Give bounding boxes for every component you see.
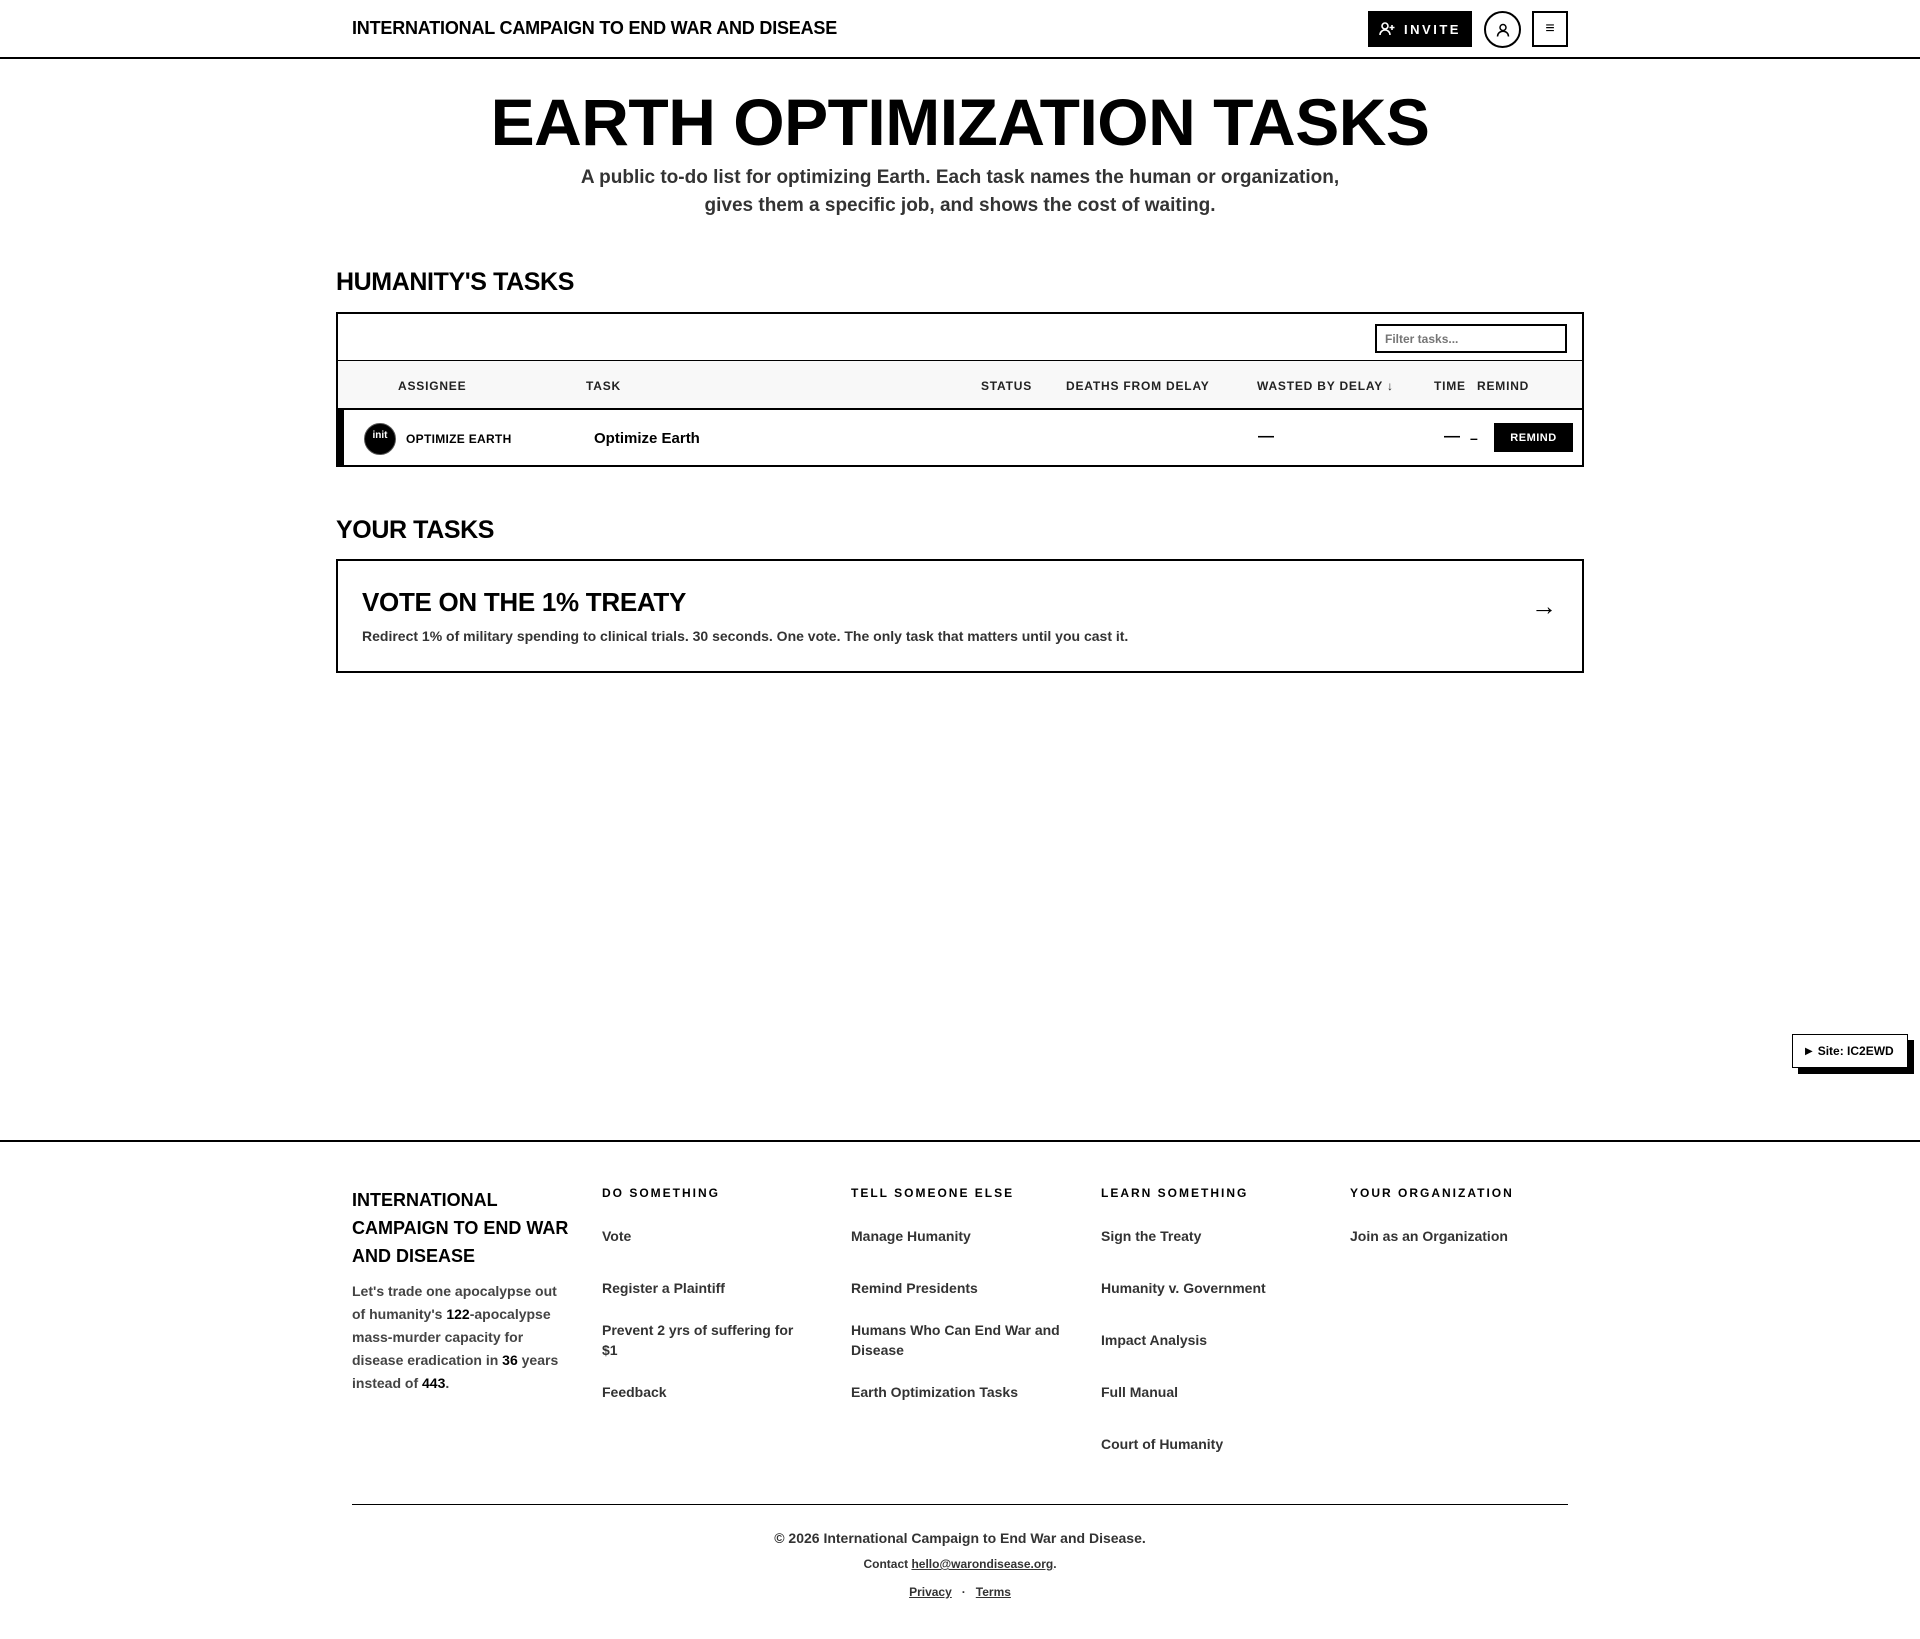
footer-column-title: YOUR ORGANIZATION xyxy=(1350,1186,1514,1200)
footer-link-manage-humanity[interactable]: Manage Humanity xyxy=(851,1228,971,1244)
vote-treaty-card[interactable] xyxy=(336,559,1584,673)
footer-terms-link[interactable]: Terms xyxy=(975,1585,1011,1599)
table-header xyxy=(338,361,1582,410)
footer-column-title: TELL SOMEONE ELSE xyxy=(851,1186,1015,1200)
footer-blurb-number-2: 36 xyxy=(502,1352,518,1368)
footer-link-vote[interactable]: Vote xyxy=(602,1228,632,1244)
page-subtitle xyxy=(560,164,1360,220)
footer-link-join-organization[interactable]: Join as an Organization xyxy=(1350,1228,1508,1244)
site-footer xyxy=(0,1140,1920,1639)
site-badge[interactable] xyxy=(1792,1034,1908,1068)
footer-contact-suffix: . xyxy=(1053,1557,1057,1571)
table-row[interactable] xyxy=(338,410,1582,465)
wasted-by-delay-value: — xyxy=(1258,428,1274,445)
column-time[interactable]: TIME xyxy=(1434,379,1466,393)
footer-blurb-text-2: -apocalypse mass-murder capacity for disease eradication in xyxy=(352,1306,551,1368)
footer-brand: INTERNATIONAL CAMPAIGN TO END WAR AND DISEASE xyxy=(352,1190,569,1266)
footer-blurb-text-4: . xyxy=(445,1375,450,1391)
footer-blurb-number-3: 443 xyxy=(422,1375,446,1391)
sort-down-icon: ↓ xyxy=(1386,379,1394,393)
filter-tasks-input[interactable] xyxy=(1375,324,1567,353)
footer-column-learn-something xyxy=(1101,1186,1321,1452)
task-name[interactable]: Optimize Earth xyxy=(594,430,700,447)
footer-copyright: © 2026 International Campaign to End War and Disease. xyxy=(774,1530,1146,1546)
footer-link-humanity-v-government[interactable]: Humanity v. Government xyxy=(1101,1280,1266,1296)
hamburger-menu-button[interactable] xyxy=(1532,11,1568,47)
footer-contact xyxy=(0,1557,1920,1571)
site-badge-label: Site: IC2EWD xyxy=(1817,1044,1894,1058)
footer-blurb-number-1: 122 xyxy=(446,1306,470,1322)
footer-divider xyxy=(352,1504,1568,1505)
column-assignee[interactable]: ASSIGNEE xyxy=(398,379,467,393)
assignee-name[interactable]: OPTIMIZE EARTH xyxy=(406,432,512,446)
footer-legal xyxy=(0,1585,1920,1599)
invite-button[interactable] xyxy=(1368,11,1472,47)
avatar xyxy=(364,423,396,455)
footer-contact-prefix: Contact xyxy=(863,1557,912,1571)
footer-link-sign-treaty[interactable]: Sign the Treaty xyxy=(1101,1228,1202,1244)
footer-link-feedback[interactable]: Feedback xyxy=(602,1384,667,1400)
footer-link-register-plaintiff[interactable]: Register a Plaintiff xyxy=(602,1280,725,1296)
account-button[interactable] xyxy=(1484,11,1521,48)
footer-link-full-manual[interactable]: Full Manual xyxy=(1101,1384,1178,1400)
column-wasted-by-delay[interactable] xyxy=(1257,379,1394,393)
footer-blurb-text-1: Let's trade one apocalypse out of humanity's xyxy=(352,1283,557,1322)
footer-blurb xyxy=(352,1280,562,1395)
footer-link-earth-optimization-tasks[interactable]: Earth Optimization Tasks xyxy=(851,1384,1018,1400)
footer-legal-separator: · xyxy=(961,1585,966,1599)
footer-column-title: LEARN SOMETHING xyxy=(1101,1186,1249,1200)
footer-column-your-organization xyxy=(1350,1186,1570,1244)
footer-column-tell-someone xyxy=(851,1186,1071,1400)
footer-link-humans-who-can[interactable]: Humans Who Can End War and Disease xyxy=(851,1322,1060,1358)
footer-link-impact-analysis[interactable]: Impact Analysis xyxy=(1101,1332,1208,1348)
column-remind: REMIND xyxy=(1477,379,1530,393)
menu-icon: ≡ xyxy=(1545,20,1555,37)
vote-treaty-title: VOTE ON THE 1% TREATY xyxy=(362,587,687,617)
column-wasted-by-delay-label: WASTED BY DELAY xyxy=(1257,379,1383,393)
your-tasks-heading: YOUR TASKS xyxy=(336,516,495,544)
humanity-tasks-heading: HUMANITY'S TASKS xyxy=(336,268,574,296)
humanity-tasks-table xyxy=(336,312,1584,467)
site-header xyxy=(0,0,1920,59)
arrow-right-icon: → xyxy=(1531,591,1557,621)
avatar-text: init xyxy=(372,429,388,441)
page-title: EARTH OPTIMIZATION TASKS xyxy=(490,85,1430,159)
footer-column-do-something xyxy=(602,1186,822,1400)
column-status[interactable]: STATUS xyxy=(981,379,1033,393)
filter-bar xyxy=(338,314,1582,361)
page-subtitle-line-2: gives them a specific job, and shows the cost of waiting. xyxy=(704,195,1216,216)
footer-contact-email-link[interactable]: hello@warondisease.org xyxy=(911,1557,1054,1571)
site-brand[interactable]: INTERNATIONAL CAMPAIGN TO END WAR AND DISEASE xyxy=(352,18,838,38)
user-icon xyxy=(1495,22,1511,38)
footer-link-remind-presidents[interactable]: Remind Presidents xyxy=(851,1280,978,1296)
page-subtitle-line-1: A public to-do list for optimizing Earth. Each task names the human or organization, xyxy=(580,167,1340,188)
invite-label: INVITE xyxy=(1404,21,1461,37)
footer-privacy-link[interactable]: Privacy xyxy=(909,1585,952,1599)
user-plus-icon xyxy=(1379,21,1395,37)
footer-link-court-of-humanity[interactable]: Court of Humanity xyxy=(1101,1436,1224,1452)
remind-count: – xyxy=(1470,430,1478,446)
remind-button[interactable]: REMIND xyxy=(1494,423,1573,452)
column-task[interactable]: TASK xyxy=(586,379,621,393)
column-deaths-from-delay[interactable]: DEATHS FROM DELAY xyxy=(1066,379,1210,393)
footer-column-title: DO SOMETHING xyxy=(602,1186,721,1200)
footer-link-prevent-suffering[interactable]: Prevent 2 yrs of suffering for $1 xyxy=(602,1322,794,1358)
vote-treaty-description: Redirect 1% of military spending to clinical trials. 30 seconds. One vote. The only task that matters until you cast it. xyxy=(362,628,1129,644)
play-triangle-icon: ▶ xyxy=(1805,1045,1813,1057)
footer-blurb-text-3: years instead of xyxy=(352,1352,559,1391)
time-value: — xyxy=(1444,428,1460,445)
